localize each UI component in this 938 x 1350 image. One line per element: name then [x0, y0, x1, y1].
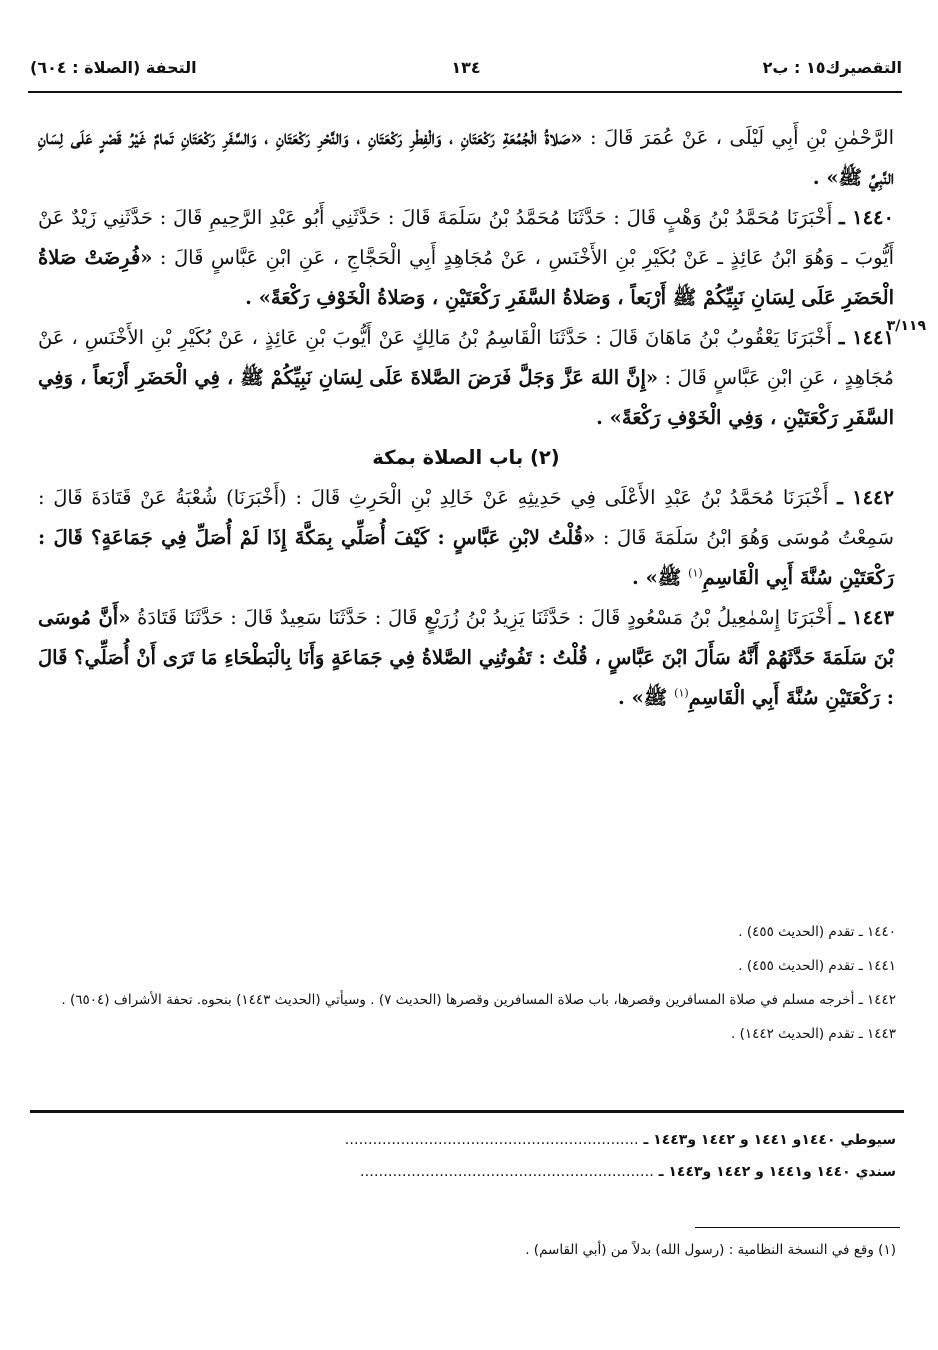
commentary-label: سندي ١٤٤٠ و١٤٤١ و ١٤٤٢ و١٤٤٣ ـ — [658, 1164, 896, 1180]
hadith-isnad: أَخْبَرَنَا مُحَمَّدُ بْنُ وَهْبٍ قَالَ : حَدَّثَنَا مُحَمَّدُ بْنُ سَلَمَةَ قَالَ : حَدَّثَنِي أَبُو عَبْدِ الرَّحِيمِ قَالَ : حَدَّثَنِي زَيْدٌ عَنْ أَيُّوبَ ـ وَهُوَ ابْنُ عَائِذٍ ـ عَنْ بُكَيْرِ بْنِ الأَخْنَسِ ، عَنْ مُجَاهِدٍ أَبِي الْحَجَّاجِ ، عَنِ ابْنِ عَبَّاسٍ قَالَ : — [38, 206, 894, 269]
hadith-quote: «أَنَّ مُوسَى بْنَ سَلَمَةَ حَدَّثَهُمْ أَنَّهُ سَأَلَ ابْنَ عَبَّاسٍ ، قُلْتُ : تَفُوتُنِي الصَّلاةُ فِي جَمَاعَةٍ وَأَنَا بِالْبَطْحَاءِ مَا تَرَى أَنْ أُصَلِّي؟ قَالَ : رَكْعَتَيْنِ سُنَّةَ أَبِي الْقَاسِمِ — [38, 606, 894, 709]
hadith-1441 — [38, 318, 894, 438]
margin-reference: ٣/١١٩ — [886, 318, 926, 334]
commentary-refs — [40, 1124, 896, 1188]
hadith-quote: «إِنَّ اللهَ عَزَّ وَجَلَّ فَرَضَ الصَّلاةَ عَلَى لِسَانِ نَبِيِّكُمْ ﷺ ، فِي الْحَضَرِ أَرْبَعاً ، وَفِي السَّفَرِ رَكْعَتَيْنِ ، وَفِي الْخَوْفِ رَكْعَةً» . — [38, 366, 894, 429]
hadith-isnad: أَخْبَرَنَا مُحَمَّدُ بْنُ عَبْدِ الأَعْلَى فِي حَدِيثِهِ عَنْ خَالِدِ بْنِ الْحَرِثِ قَالَ : (أَخْبَرَنَا) شُعْبَةُ عَنْ قَتَادَةَ قَالَ : سَمِعْتُ مُوسَى وَهُوَ ابْنُ سَلَمَةَ قَالَ : — [38, 486, 894, 549]
hadith-number: ١٤٤٣ ـ — [839, 606, 894, 629]
header-tuhfa-ref: التحفة (الصلاة : ٦٠٤) — [30, 58, 197, 77]
note-item: ١٤٤٠ ـ تقدم (الحديث ٤٥٥) . — [738, 924, 896, 940]
commentary-line-sindi — [40, 1156, 896, 1188]
paragraph-text: الرَّحْمٰنِ بْنِ أَبِي لَيْلَى ، عَنْ عُمَرَ قَالَ : — [582, 126, 894, 149]
hadith-1440 — [38, 198, 894, 318]
hadith-isnad: أَخْبَرَنَا إِسْمٰعِيلُ بْنُ مَسْعُودٍ قَالَ : حَدَّثَنَا يَزِيدُ بْنُ زُرَيْعٍ قَالَ : حَدَّثَنَا سَعِيدٌ قَالَ : حَدَّثَنَا قَتَادَةُ — [130, 606, 833, 629]
takhrij-notes — [40, 918, 896, 1054]
footnote-marker: (١) — [674, 686, 689, 700]
hadith-number: ١٤٤٠ ـ — [839, 206, 894, 229]
note-item: ١٤٤٢ ـ أخرجه مسلم في صلاة المسافرين وقصرها، باب صلاة المسافرين وقصرها (الحديث ٧) . وسيأتي (الحديث ١٤٤٣) بنحوه. تحفة الأشراف (٦٥٠٤) . — [61, 992, 896, 1008]
note-item: ١٤٤١ ـ تقدم (الحديث ٤٥٥) . — [738, 958, 896, 974]
footnote-rule — [695, 1227, 900, 1228]
dot-leader: ……………………………………………………… — [359, 1164, 654, 1180]
footnote: (١) وقع في النسخة النظامية : (رسول الله) بدلاً من (أبي القاسم) . — [525, 1242, 896, 1258]
page-header — [30, 58, 902, 84]
header-rule — [28, 91, 902, 93]
commentary-label: سيوطي ١٤٤٠و ١٤٤١ و ١٤٤٢ و١٤٤٣ ـ — [643, 1132, 896, 1148]
page-number: ١٣٤ — [451, 58, 481, 77]
paragraph-continuation — [38, 118, 894, 198]
footnote-marker: (١) — [688, 566, 703, 580]
hadith-quote: «قُلْتُ لابْنِ عَبَّاسٍ : كَيْفَ أُصَلِّي بِمَكَّةَ إِذَا لَمْ أُصَلِّ فِي جَمَاعَةٍ؟ قَالَ : رَكْعَتَيْنِ سُنَّةَ أَبِي الْقَاسِمِ — [38, 526, 894, 589]
dot-leader: ……………………………………………………… — [344, 1132, 639, 1148]
hadith-number: ١٤٤١ ـ — [838, 326, 894, 349]
hadith-1442 — [38, 478, 894, 598]
hadith-quote-end: ﷺ» . — [618, 686, 675, 709]
hadith-quote: «فُرِضَتْ صَلاةُ الْحَضَرِ عَلَى لِسَانِ نَبِيِّكُمْ ﷺ أَرْبَعاً ، وَصَلاةُ السَّفَرِ رَكْعَتَيْنِ ، وَصَلاةُ الْخَوْفِ رَكْعَةً» . — [38, 246, 894, 309]
hadith-1443 — [38, 598, 894, 718]
chapter-title: (٢) باب الصلاة بمكة — [372, 446, 560, 469]
note-item: ١٤٤٣ ـ تقدم (الحديث ١٤٤٢) . — [731, 1026, 896, 1042]
hadith-quote-end: ﷺ» . — [632, 566, 689, 589]
hadith-quote: «صَلاةُ الْجُمُعَةِ رَكْعَتَانِ ، وَالْفِطْرِ رَكْعَتَانِ ، وَالنَّحْرِ رَكْعَتَانِ ، وَالسَّفَرِ رَكْعَتَانِ تَمامٌ غَيْرُ قَصْرٍ عَلَى لِسَانِ النَّبِيِّ ﷺ» . — [38, 126, 894, 189]
header-chapter-ref: التقصيرك١٥ : ب٢ — [762, 58, 902, 77]
commentary-line-suyuti — [40, 1124, 896, 1156]
commentary-rule — [30, 1110, 904, 1113]
hadith-number: ١٤٤٢ ـ — [837, 486, 894, 509]
hadith-isnad: أَخْبَرَنَا يَعْقُوبُ بْنُ مَاهَانَ قَالَ : حَدَّثَنَا الْقَاسِمُ بْنُ مَالِكٍ عَنْ أَيُّوبَ بْنِ عَائِذٍ ، عَنْ بُكَيْرِ بْنِ الأَخْنَسِ ، عَنْ مُجَاهِدٍ ، عَنِ ابْنِ عَبَّاسٍ قَالَ : — [38, 326, 894, 389]
main-text — [38, 118, 894, 718]
